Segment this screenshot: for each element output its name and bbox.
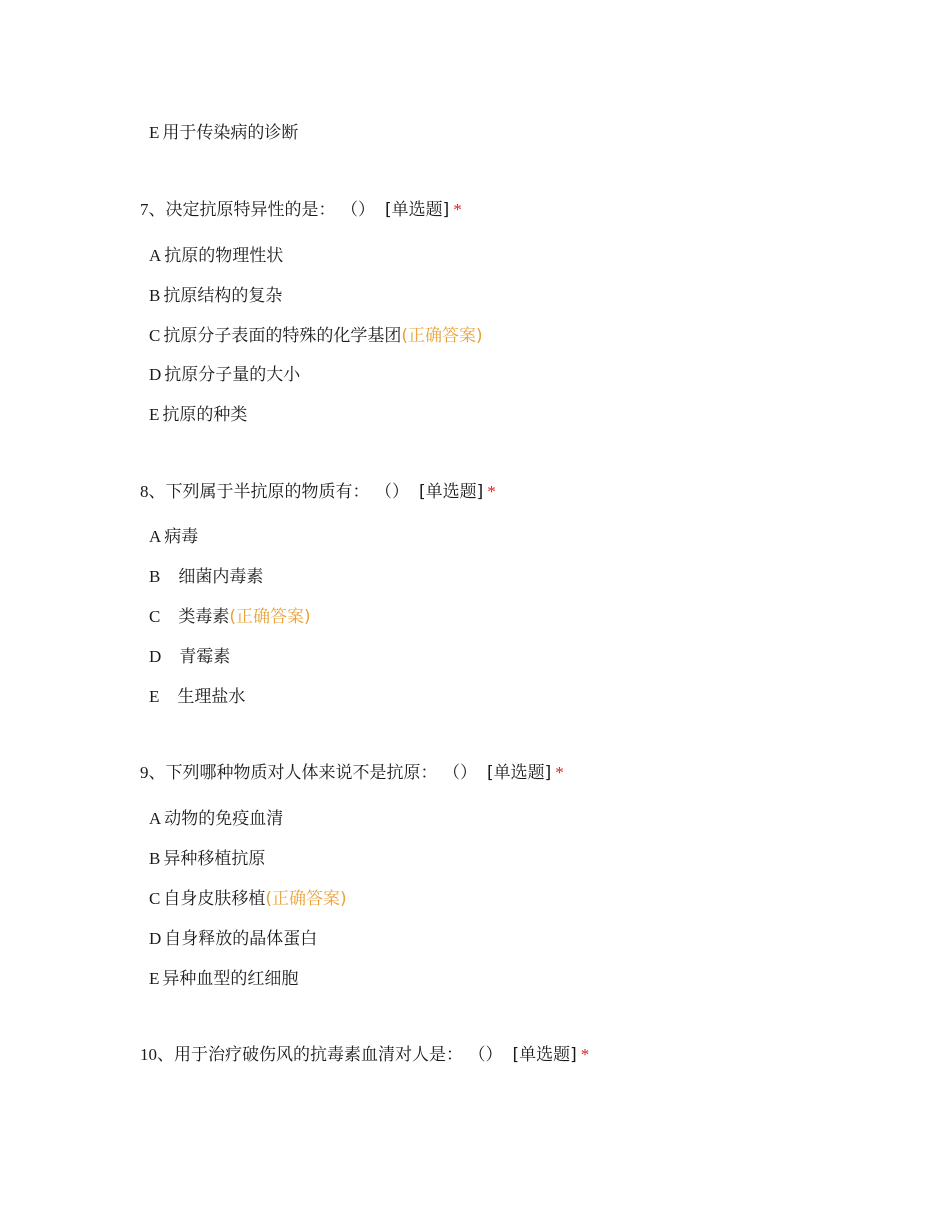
option-text: 类毒素 [178,607,230,627]
question-type: [单选题] [419,482,484,502]
option-letter: B [149,567,161,586]
question-stem: 下列哪种物质对人体来说不是抗原： [165,763,438,783]
option-text: 抗原分子量的大小 [164,365,301,385]
required-mark: * [555,763,564,782]
option-text: 异种移植抗原 [163,849,266,869]
q9-option-b [149,848,265,870]
option-letter: A [149,246,162,265]
option-text: 抗原的种类 [162,405,248,425]
question-type: [单选题] [512,1045,577,1065]
option-text: 用于传染病的诊断 [162,123,299,143]
q8-option-e [149,686,245,708]
correct-answer-tag: (正确答案) [229,607,311,627]
q9-option-c [149,888,347,910]
question-paren: （） [451,763,477,783]
question-paren: （） [477,1045,503,1065]
question-number: 8、 [140,482,166,501]
question-number: 7、 [140,200,166,219]
question-number: 9、 [140,763,166,782]
option-text: 病毒 [164,527,199,547]
q6-option-e [149,122,298,144]
option-letter: C [149,326,161,345]
option-text: 抗原结构的复杂 [163,286,283,306]
q7-option-e [149,404,247,426]
option-letter: B [149,286,161,305]
question-stem: 用于治疗破伤风的抗毒素血清对人是： [174,1045,463,1065]
q7-option-c [149,325,483,347]
option-text: 抗原分子表面的特殊的化学基团 [163,326,402,346]
option-letter: C [149,607,161,626]
q7-title [140,199,462,221]
q8-option-b [149,566,263,588]
q8-option-a [149,526,198,548]
question-paren: （） [349,200,375,220]
option-letter: E [149,687,160,706]
option-text: 生理盐水 [177,687,246,707]
q8-option-c [149,606,311,628]
question-type: [单选题] [385,200,450,220]
question-stem: 下列属于半抗原的物质有： [165,482,370,502]
question-number: 10、 [140,1045,174,1064]
question-paren: （） [383,482,409,502]
correct-answer-tag: (正确答案) [265,889,347,909]
option-text: 自身皮肤移植 [163,889,266,909]
q9-option-d [149,928,317,950]
correct-answer-tag: (正确答案) [401,326,483,346]
option-letter: A [149,809,162,828]
required-mark: * [453,200,462,219]
q9-option-e [149,968,298,990]
q9-option-a [149,808,283,830]
option-letter: D [149,647,162,666]
option-letter: B [149,849,161,868]
option-text: 自身释放的晶体蛋白 [164,929,318,949]
q7-option-a [149,245,283,267]
q10-title [140,1044,589,1066]
option-letter: D [149,365,162,384]
option-text: 抗原的物理性状 [164,246,284,266]
q7-option-d [149,364,300,386]
option-text: 青霉素 [179,647,231,667]
option-text: 动物的免疫血清 [164,809,284,829]
option-letter: D [149,929,162,948]
required-mark: * [487,482,496,501]
q7-option-b [149,285,282,307]
question-stem: 决定抗原特异性的是： [165,200,336,220]
question-type: [单选题] [487,763,552,783]
option-text: 细菌内毒素 [178,567,264,587]
option-letter: C [149,889,161,908]
q9-title [140,762,564,784]
q8-option-d [149,646,230,668]
required-mark: * [580,1045,590,1064]
q8-title [140,481,496,503]
option-letter: E [149,123,160,142]
option-letter: E [149,969,160,988]
option-text: 异种血型的红细胞 [162,969,299,989]
option-letter: E [149,405,160,424]
option-letter: A [149,527,162,546]
